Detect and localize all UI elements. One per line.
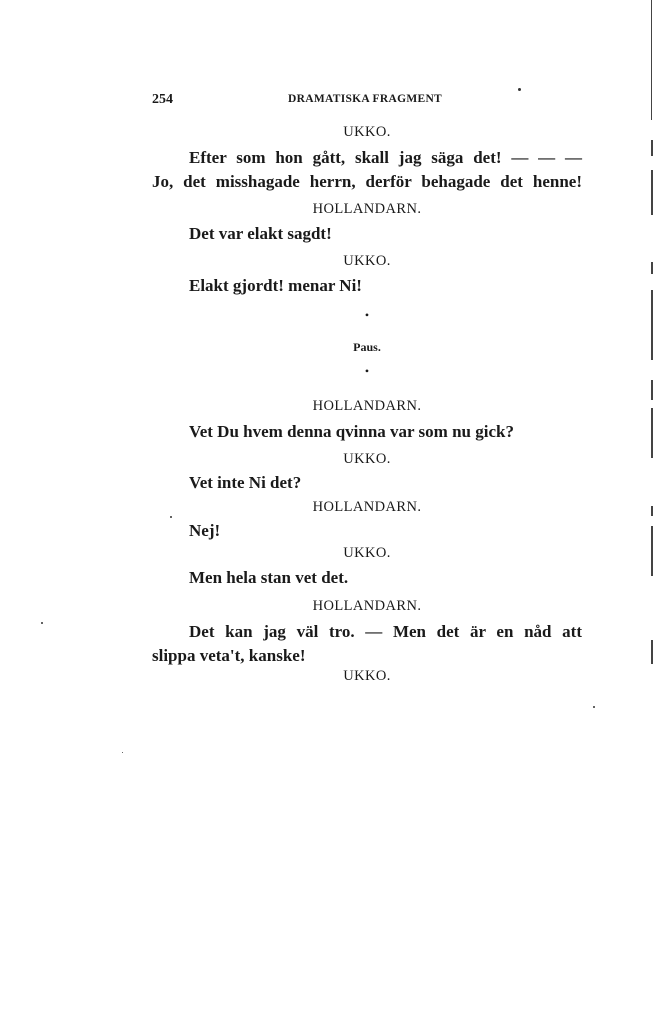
running-title: DRAMATISKA FRAGMENT bbox=[288, 93, 443, 105]
dialogue-line: Det kan jag väl tro. — Men det är en nåd att bbox=[189, 622, 582, 641]
speaker-name: HOLLANDARN. bbox=[312, 499, 422, 515]
dialogue-block bbox=[152, 545, 582, 562]
scan-speck bbox=[593, 706, 595, 708]
dialogue-block bbox=[152, 451, 582, 468]
ornament-bullet bbox=[152, 309, 582, 321]
bullet-ornament: • bbox=[364, 308, 370, 322]
dialogue-block bbox=[152, 201, 582, 218]
dialogue-block bbox=[152, 598, 582, 615]
dialogue-line: Jo, det misshagade herrn, derför behagade det henne! bbox=[152, 172, 582, 191]
page-edge-mark bbox=[651, 0, 652, 120]
page-edge-mark bbox=[651, 290, 653, 360]
dialogue-line: Vet Du hvem denna qvinna var som nu gick? bbox=[189, 422, 514, 441]
dialogue-text bbox=[152, 274, 582, 298]
scan-speck bbox=[41, 622, 43, 624]
dialogue-block bbox=[152, 499, 582, 516]
speaker-name: HOLLANDARN. bbox=[312, 398, 422, 414]
dialogue-block bbox=[152, 124, 582, 141]
stage-direction bbox=[152, 340, 582, 355]
dialogue-text bbox=[152, 519, 582, 543]
speaker-name: UKKO. bbox=[343, 124, 391, 140]
speaker-name: HOLLANDARN. bbox=[312, 598, 422, 614]
dialogue-line: Det var elakt sagdt! bbox=[189, 224, 332, 243]
dialogue-line: Nej! bbox=[189, 521, 221, 540]
ornament-bullet bbox=[152, 365, 582, 377]
page-edge-mark bbox=[651, 170, 653, 215]
page-number: 254 bbox=[152, 92, 173, 107]
dialogue-line: Efter som hon gått, skall jag säga det! — — — bbox=[189, 148, 582, 167]
dialogue-text bbox=[152, 222, 582, 246]
page-edge-mark bbox=[651, 526, 653, 576]
page-edge-mark bbox=[651, 262, 653, 274]
speaker-name: UKKO. bbox=[343, 253, 391, 269]
dialogue-line: Men hela stan vet det. bbox=[189, 568, 349, 587]
dialogue-line: Elakt gjordt! menar Ni! bbox=[189, 276, 362, 295]
dialogue-line: slippa veta't, kanske! bbox=[152, 646, 306, 665]
scan-speck bbox=[170, 516, 172, 518]
speaker-name: UKKO. bbox=[343, 668, 391, 684]
speaker-name: UKKO. bbox=[343, 451, 391, 467]
dialogue-text bbox=[152, 420, 582, 444]
stage-direction-text: Paus. bbox=[353, 340, 381, 354]
dialogue-text bbox=[152, 566, 582, 590]
dialogue-text bbox=[152, 146, 582, 194]
page-edge-mark bbox=[651, 506, 653, 516]
dialogue-block bbox=[152, 253, 582, 270]
dialogue-text bbox=[152, 620, 582, 668]
page-edge-mark bbox=[651, 408, 653, 458]
speaker-name: HOLLANDARN. bbox=[312, 201, 422, 217]
scan-speck bbox=[122, 752, 123, 753]
scan-speck bbox=[518, 88, 521, 91]
dialogue-block bbox=[152, 668, 582, 685]
dialogue-text bbox=[152, 471, 582, 495]
page-edge-mark bbox=[651, 640, 653, 664]
dialogue-block bbox=[152, 398, 582, 415]
page-edge-mark bbox=[651, 380, 653, 400]
bullet-ornament: • bbox=[364, 364, 370, 378]
dialogue-line: Vet inte Ni det? bbox=[189, 473, 302, 492]
speaker-name: UKKO. bbox=[343, 545, 391, 561]
page-edge-mark bbox=[651, 140, 653, 156]
page-header bbox=[152, 92, 582, 112]
